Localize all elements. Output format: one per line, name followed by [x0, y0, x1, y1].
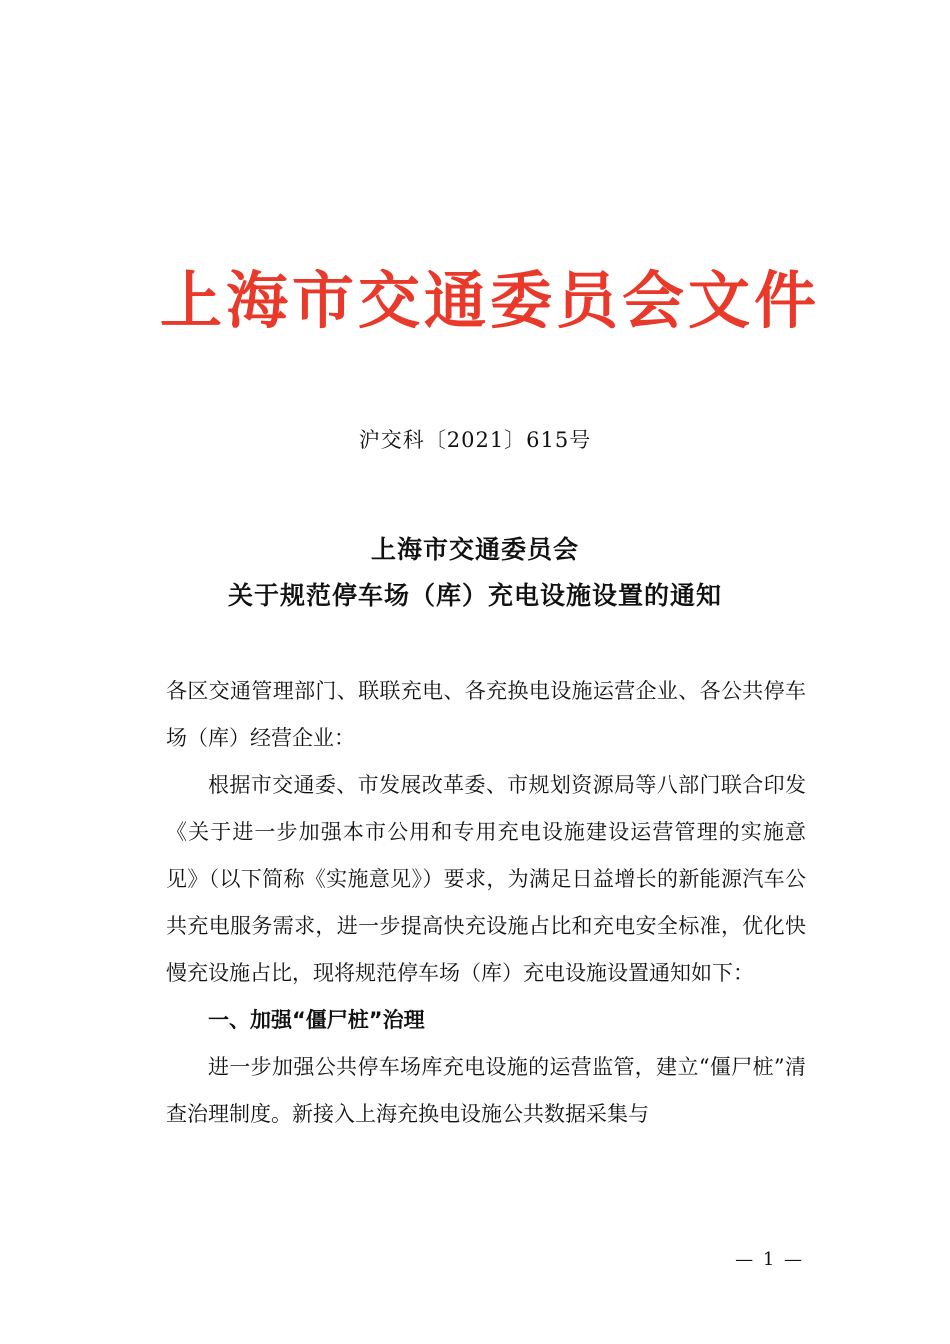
- notice-title-issuer: 上海市交通委员会: [370, 535, 579, 564]
- notice-title-subject: 关于规范停车场（库）充电设施设置的通知: [227, 581, 722, 610]
- paragraph-section-1: 进一步加强公共停车场库充电设施的运营监管，建立“僵尸桩”清查治理制度。新接入上海充换电设施公共数据采集与: [166, 1055, 806, 1126]
- page-number: — 1 —: [735, 1249, 804, 1270]
- letterhead-title: 上海市交通委员会文件: [160, 264, 821, 337]
- document-number: 沪交科〔2021〕615号: [358, 428, 592, 452]
- section-heading-1: 一、加强“僵尸桩”治理: [208, 1008, 425, 1032]
- paragraph-intro: 根据市交通委、市发展改革委、市规划资源局等八部门联合印发《关于进一步加强本市公用和专用充电设施建设运营管理的实施意见》（以下简称《实施意见》）要求，为满足日益增长的新能源汽车公共充电服务需求，进一步提高快充设施占比和充电安全标准，优化快慢充设施占比，现将规范停车场（库）充电设施设置通知如下：: [166, 773, 806, 985]
- addressee: 各区交通管理部门、联联充电、各充换电设施运营企业、各公共停车场（库）经营企业：: [166, 679, 806, 750]
- notice-body: [166, 668, 806, 1138]
